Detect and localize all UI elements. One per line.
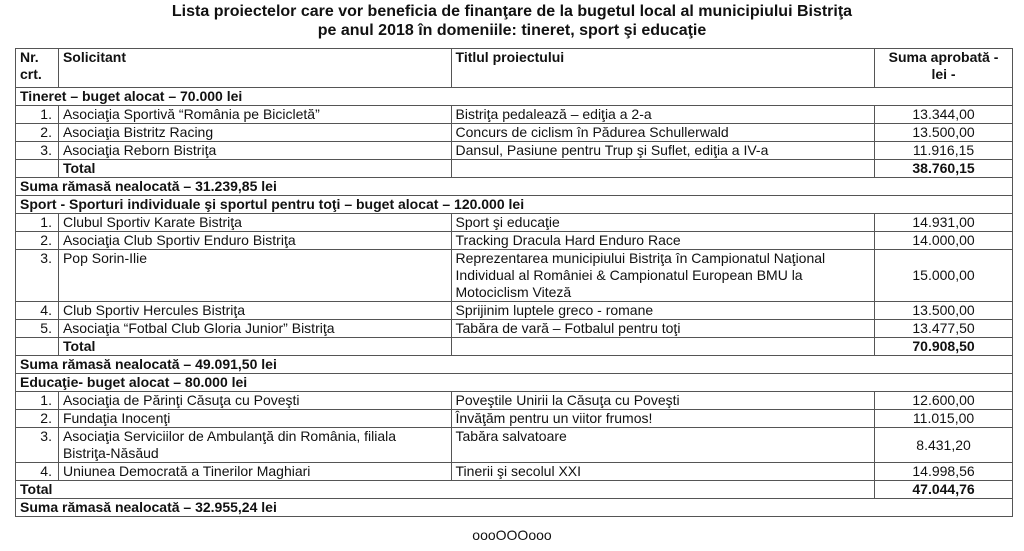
table-row xyxy=(16,106,1013,124)
row-number: 4. xyxy=(16,302,59,320)
row-solicitant: Uniunea Democrată a Tinerilor Maghiari xyxy=(58,463,451,481)
row-titlu: Tabăra salvatoare xyxy=(451,428,875,463)
row-number: 3. xyxy=(16,250,59,302)
row-suma: 12.600,00 xyxy=(875,392,1013,410)
row-suma: 11.916,15 xyxy=(875,142,1013,160)
header-suma: Suma aprobată - lei - xyxy=(875,49,1013,88)
table-row xyxy=(16,232,1013,250)
row-solicitant: Asociaţia Reborn Bistriţa xyxy=(58,142,451,160)
row-number: 4. xyxy=(16,463,59,481)
row-solicitant: Asociaţia de Părinţi Căsuţa cu Poveşti xyxy=(58,392,451,410)
section-heading: Sport - Sporturi individuale şi sportul pentru toţi – buget alocat – 120.000 lei xyxy=(16,196,1013,214)
row-solicitant: Asociaţia “Fotbal Club Gloria Junior” Bistriţa xyxy=(58,320,451,338)
remaining-row xyxy=(16,356,1013,374)
table-row xyxy=(16,392,1013,410)
row-number: 2. xyxy=(16,410,59,428)
row-titlu: Sprijinim luptele greco - romane xyxy=(451,302,875,320)
table-row xyxy=(16,142,1013,160)
row-number: 2. xyxy=(16,232,59,250)
section-heading-row xyxy=(16,374,1013,392)
row-number: 2. xyxy=(16,124,59,142)
row-suma: 15.000,00 xyxy=(875,250,1013,302)
row-number: 1. xyxy=(16,392,59,410)
row-suma: 13.500,00 xyxy=(875,124,1013,142)
remaining-row xyxy=(16,178,1013,196)
row-titlu: Tinerii şi secolul XXI xyxy=(451,463,875,481)
row-solicitant: Asociaţia Serviciilor de Ambulanţă din România, filiala Bistriţa-Năsăud xyxy=(58,428,451,463)
total-value: 38.760,15 xyxy=(875,160,1013,178)
total-label: Total xyxy=(58,338,451,356)
table-row xyxy=(16,302,1013,320)
row-titlu: Sport şi educaţie xyxy=(451,214,875,232)
title-line-1: Lista proiectelor care vor beneficia de finanţare de la bugetul local al municipiului Bistriţa xyxy=(171,3,853,20)
section-heading: Tineret – buget alocat – 70.000 lei xyxy=(16,88,1013,106)
projects-table xyxy=(15,48,1013,517)
table-header-row xyxy=(16,49,1013,88)
header-solicitant: Solicitant xyxy=(58,49,451,88)
table-row xyxy=(16,410,1013,428)
row-solicitant: Fundaţia Inocenţi xyxy=(58,410,451,428)
title-line-2: pe anul 2018 în domeniile: tineret, sport şi educaţie xyxy=(317,22,707,39)
row-suma: 8.431,20 xyxy=(875,428,1013,463)
row-titlu: Tabăra de vară – Fotbalul pentru toţi xyxy=(451,320,875,338)
row-solicitant: Asociaţia Club Sportiv Enduro Bistriţa xyxy=(58,232,451,250)
row-titlu: Tracking Dracula Hard Enduro Race xyxy=(451,232,875,250)
document-title xyxy=(0,2,1024,40)
remaining-amount: Suma rămasă nealocată – 32.955,24 lei xyxy=(16,499,1013,517)
total-spacer xyxy=(451,160,875,178)
header-titlu: Titlul proiectului xyxy=(451,49,875,88)
row-solicitant: Pop Sorin-Ilie xyxy=(58,250,451,302)
total-label: Total xyxy=(58,160,451,178)
row-solicitant: Asociaţia Bistritz Racing xyxy=(58,124,451,142)
row-suma: 13.477,50 xyxy=(875,320,1013,338)
remaining-amount: Suma rămasă nealocată – 31.239,85 lei xyxy=(16,178,1013,196)
total-label: Total xyxy=(16,481,875,499)
section-heading: Educaţie- buget alocat – 80.000 lei xyxy=(16,374,1013,392)
remaining-row xyxy=(16,499,1013,517)
row-number: 1. xyxy=(16,106,59,124)
row-suma: 14.000,00 xyxy=(875,232,1013,250)
row-number: 3. xyxy=(16,428,59,463)
total-row xyxy=(16,338,1013,356)
row-titlu: Concurs de ciclism în Pădurea Schullerwald xyxy=(451,124,875,142)
row-titlu: Reprezentarea municipiului Bistriţa în Campionatul Naţional Individual al României & Campionatul European BMU la Motociclism Viteză xyxy=(451,250,875,302)
row-solicitant: Asociaţia Sportivă “România pe Bicicletă” xyxy=(58,106,451,124)
remaining-amount: Suma rămasă nealocată – 49.091,50 lei xyxy=(16,356,1013,374)
row-number: 5. xyxy=(16,320,59,338)
footer-ornament: oooOOOooo xyxy=(472,527,552,543)
total-value: 70.908,50 xyxy=(875,338,1013,356)
table-row xyxy=(16,214,1013,232)
row-number: 3. xyxy=(16,142,59,160)
total-spacer xyxy=(16,160,59,178)
section-heading-row xyxy=(16,196,1013,214)
row-solicitant: Clubul Sportiv Karate Bistriţa xyxy=(58,214,451,232)
row-suma: 13.500,00 xyxy=(875,302,1013,320)
table-row xyxy=(16,320,1013,338)
table-row xyxy=(16,463,1013,481)
row-number: 1. xyxy=(16,214,59,232)
table-row xyxy=(16,124,1013,142)
table-row xyxy=(16,428,1013,463)
total-row xyxy=(16,160,1013,178)
row-titlu: Poveştile Unirii la Căsuţa cu Poveşti xyxy=(451,392,875,410)
total-value: 47.044,76 xyxy=(875,481,1013,499)
row-suma: 14.998,56 xyxy=(875,463,1013,481)
total-spacer xyxy=(16,338,59,356)
row-suma: 13.344,00 xyxy=(875,106,1013,124)
header-nr: Nr. crt. xyxy=(16,49,59,88)
row-solicitant: Club Sportiv Hercules Bistriţa xyxy=(58,302,451,320)
table-row xyxy=(16,250,1013,302)
row-titlu: Dansul, Pasiune pentru Trup şi Suflet, ediţia a IV-a xyxy=(451,142,875,160)
row-suma: 14.931,00 xyxy=(875,214,1013,232)
row-suma: 11.015,00 xyxy=(875,410,1013,428)
row-titlu: Învăţăm pentru un viitor frumos! xyxy=(451,410,875,428)
row-titlu: Bistriţa pedalează – ediţia a 2-a xyxy=(451,106,875,124)
total-spacer xyxy=(451,338,875,356)
total-row xyxy=(16,481,1013,499)
section-heading-row xyxy=(16,88,1013,106)
